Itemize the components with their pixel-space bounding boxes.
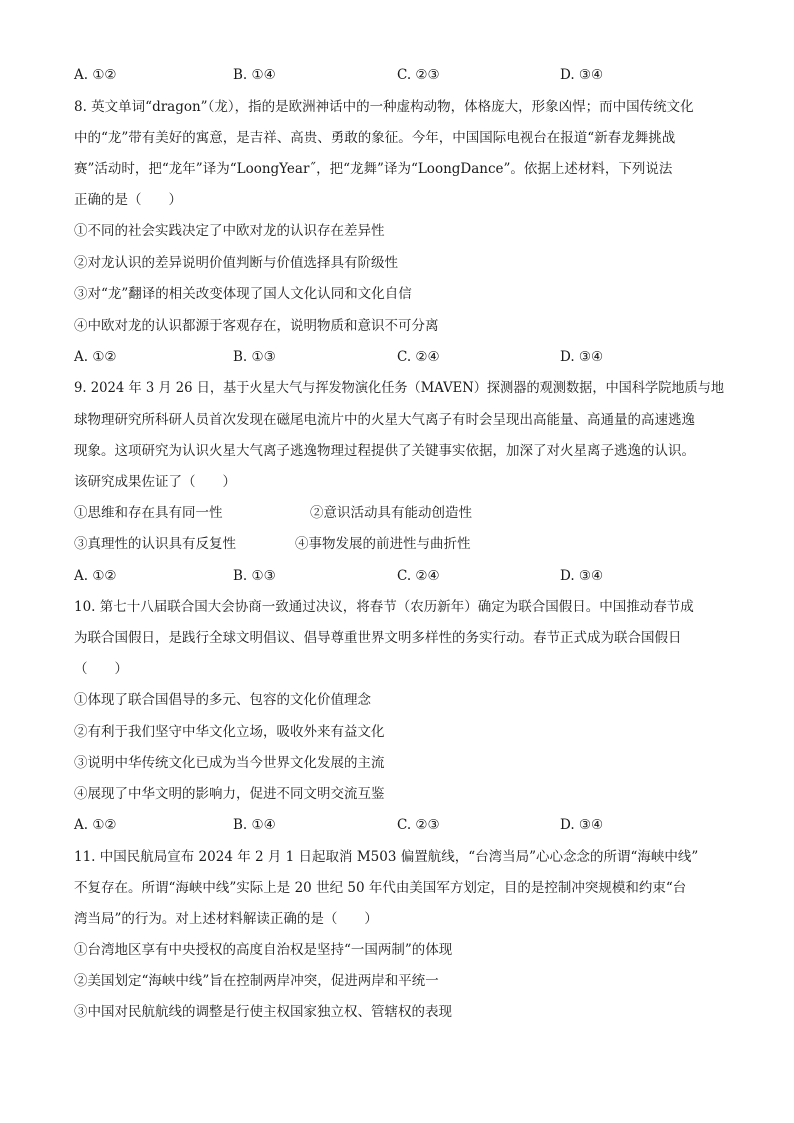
q8-option-c[interactable]: C. ②④ [397, 349, 440, 365]
q10-option-a[interactable]: A. ①② [74, 817, 117, 833]
q9-statement-3: ③真理性的认识具有反复性 [74, 536, 236, 552]
q10-options [74, 815, 724, 835]
q9-option-c[interactable]: C. ②④ [397, 568, 440, 584]
q10-stem-line-3: （ ） [74, 661, 128, 677]
q10-option-b[interactable]: B. ①④ [233, 817, 276, 833]
q8-stem-line-3: 赛”活动时，把“龙年”译为“LoongYear˝，把“龙舞”译为“LoongDance”。依据上述材料，下列说法 [74, 161, 673, 177]
q7-option-b[interactable]: B. ①④ [233, 67, 276, 83]
q11-stem-line-3: 湾当局”的行为。对上述材料解读正确的是（ ） [74, 911, 378, 927]
q9-option-d[interactable]: D. ③④ [560, 568, 604, 584]
q10-option-c[interactable]: C. ②③ [397, 817, 440, 833]
q9-statements-row-1 [74, 503, 724, 523]
q11-statement-1: ①台湾地区享有中央授权的高度自治权是坚持“一国两制”的体现 [74, 942, 453, 958]
q11-statement-2: ②美国划定“海峡中线”旨在控制两岸冲突，促进两岸和平统一 [74, 973, 439, 989]
q9-statements-row-2 [74, 534, 724, 554]
q8-statement-1: ①不同的社会实践决定了中欧对龙的认识存在差异性 [74, 223, 385, 239]
q9-statement-4: ④事物发展的前进性与曲折性 [295, 536, 471, 552]
q11-stem-line-2: 不复存在。所谓“海峡中线”实际上是 20 世纪 50 年代由美国军方划定，目的是控制冲突规模和约束“台 [74, 880, 687, 896]
q8-option-a[interactable]: A. ①② [74, 349, 117, 365]
q8-stem-line-1: 8. 英文单词“dragon”（龙），指的是欧洲神话中的一种虚构动物，体格庞大，形象凶悍；而中国传统文化 [74, 99, 694, 115]
q8-option-d[interactable]: D. ③④ [560, 349, 604, 365]
q10-option-d[interactable]: D. ③④ [560, 817, 604, 833]
q7-option-c[interactable]: C. ②③ [397, 67, 440, 83]
q10-stem-line-1: 10. 第七十八届联合国大会协商一致通过决议，将春节（农历新年）确定为联合国假日。中国推动春节成 [74, 599, 694, 615]
q8-stem-line-4: 正确的是（ ） [74, 192, 182, 208]
q8-option-b[interactable]: B. ①③ [233, 349, 276, 365]
q9-statement-1: ①思维和存在具有同一性 [74, 505, 223, 521]
q8-options [74, 347, 724, 367]
q10-statement-3: ③说明中华传统文化已成为当今世界文化发展的主流 [74, 755, 385, 771]
q10-statement-2: ②有利于我们坚守中华文化立场，吸收外来有益文化 [74, 724, 385, 740]
q9-statement-2: ②意识活动具有能动创造性 [310, 505, 472, 521]
q7-option-a[interactable]: A. ①② [74, 67, 117, 83]
q9-stem-line-3: 现象。这项研究为认识火星大气离子逃逸物理过程提供了关键事实依据，加深了对火星离子逃逸的认识。 [74, 443, 695, 459]
q7-option-d[interactable]: D. ③④ [560, 67, 604, 83]
q7-options [74, 65, 724, 85]
q8-statement-2: ②对龙认识的差异说明价值判断与价值选择具有阶级性 [74, 255, 398, 271]
q9-option-b[interactable]: B. ①③ [233, 568, 276, 584]
q8-stem-line-2: 中的“龙”带有美好的寓意，是吉祥、高贵、勇敢的象征。今年，中国国际电视台在报道“新春龙舞挑战 [74, 130, 676, 146]
q9-stem-line-2: 球物理研究所科研人员首次发现在磁尾电流片中的火星大气离子有时会呈现出高能量、高通量的高速逃逸 [74, 412, 695, 428]
q9-stem-line-1: 9. 2024 年 3 月 26 日，基于火星大气与挥发物演化任务（MAVEN）探测器的观测数据，中国科学院地质与地 [74, 380, 725, 396]
q11-statement-3: ③中国对民航航线的调整是行使主权国家独立权、管辖权的表现 [74, 1004, 452, 1020]
q9-option-a[interactable]: A. ①② [74, 568, 117, 584]
q8-statement-4: ④中欧对龙的认识都源于客观存在，说明物质和意识不可分离 [74, 318, 439, 334]
q9-options [74, 566, 724, 586]
q10-statement-4: ④展现了中华文明的影响力，促进不同文明交流互鉴 [74, 786, 385, 802]
q11-stem-line-1: 11. 中国民航局宣布 2024 年 2 月 1 日起取消 M503 偏置航线，“台湾当局”心心念念的所谓“海峡中线” [74, 849, 699, 865]
q10-statement-1: ①体现了联合国倡导的多元、包容的文化价值理念 [74, 692, 371, 708]
q8-statement-3: ③对“龙”翻译的相关改变体现了国人文化认同和文化自信 [74, 286, 412, 302]
q9-stem-line-4: 该研究成果佐证了（ ） [74, 474, 236, 490]
q10-stem-line-2: 为联合国假日，是践行全球文明倡议、倡导尊重世界文明多样性的务实行动。春节正式成为联合国假日 [74, 630, 682, 646]
